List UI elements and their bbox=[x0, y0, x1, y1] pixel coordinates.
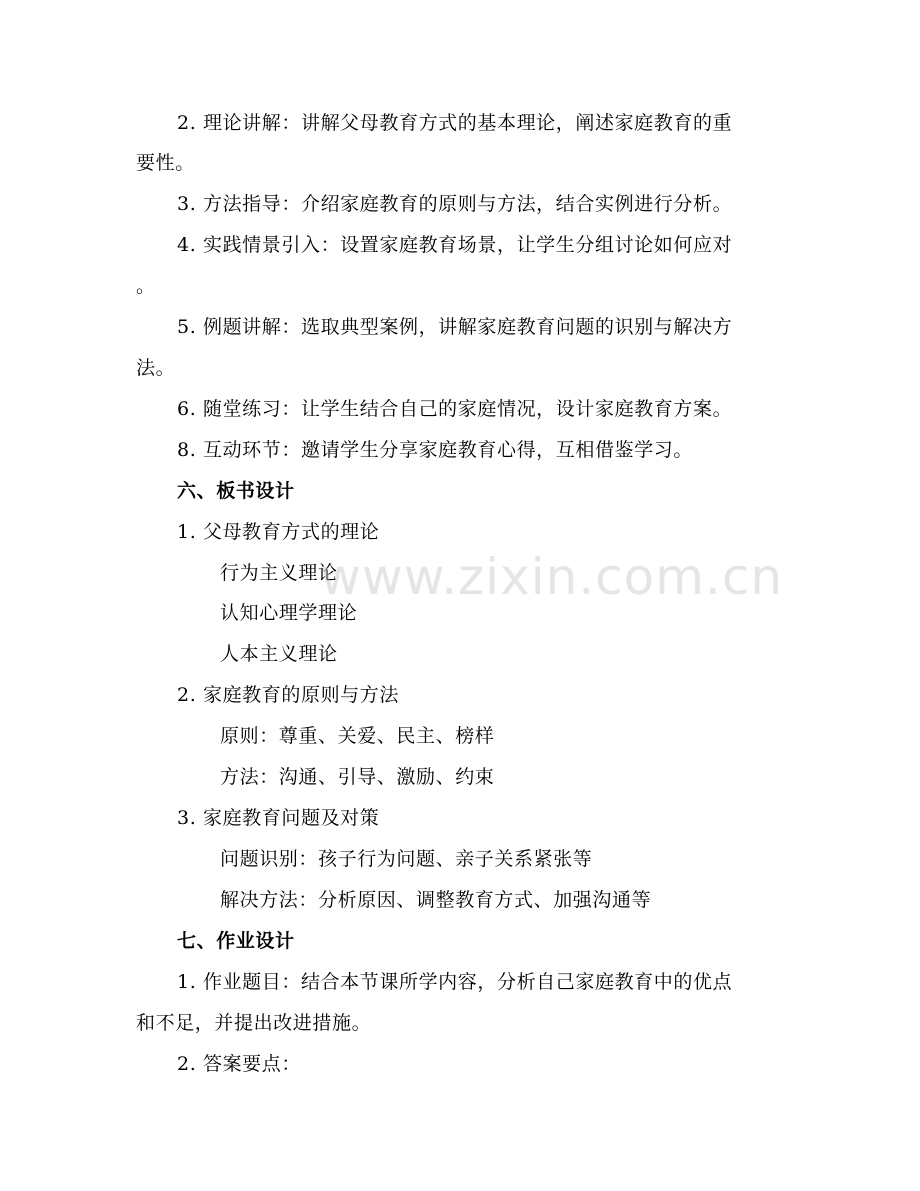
homework-item-1-line-2: 和不足，并提出改进措施。 bbox=[136, 1012, 372, 1034]
step-2-theory-line-1: 2. 理论讲解：讲解父母教育方式的基本理论，阐述家庭教育的重 bbox=[177, 112, 733, 134]
board-subitem-problems: 问题识别：孩子行为问题、亲子关系紧张等 bbox=[220, 848, 593, 870]
board-subitem-principles: 原则：尊重、关爱、民主、榜样 bbox=[220, 725, 495, 747]
homework-item-1-line-1: 1. 作业题目：结合本节课所学内容，分析自己家庭教育中的优点 bbox=[177, 971, 733, 993]
board-item-3: 3. 家庭教育问题及对策 bbox=[177, 807, 380, 829]
board-subitem-methods: 方法：沟通、引导、激励、约束 bbox=[220, 766, 495, 788]
section-heading-board-design: 六、板书设计 bbox=[177, 480, 295, 502]
board-subitem-behaviorism: 行为主义理论 bbox=[220, 562, 338, 584]
homework-item-2: 2. 答案要点： bbox=[177, 1053, 301, 1075]
step-3-method: 3. 方法指导：介绍家庭教育的原则与方法，结合实例进行分析。 bbox=[177, 193, 733, 215]
step-8-interaction: 8. 互动环节：邀请学生分享家庭教育心得，互相借鉴学习。 bbox=[177, 439, 693, 461]
section-heading-homework-design: 七、作业设计 bbox=[177, 930, 295, 952]
step-4-practice-line-2: 。 bbox=[136, 275, 156, 297]
board-subitem-cognitive: 认知心理学理论 bbox=[220, 602, 358, 624]
board-subitem-solutions: 解决方法：分析原因、调整教育方式、加强沟通等 bbox=[220, 889, 652, 911]
watermark-text: www.zixin.com.cn bbox=[320, 548, 784, 606]
step-2-theory-line-2: 要性。 bbox=[136, 152, 195, 174]
step-4-practice-line-1: 4. 实践情景引入：设置家庭教育场景，让学生分组讨论如何应对 bbox=[177, 234, 733, 256]
step-6-exercise: 6. 随堂练习：让学生结合自己的家庭情况，设计家庭教育方案。 bbox=[177, 398, 733, 420]
board-item-2: 2. 家庭教育的原则与方法 bbox=[177, 684, 399, 706]
step-5-example-line-2: 法。 bbox=[136, 357, 176, 379]
board-subitem-humanism: 人本主义理论 bbox=[220, 643, 338, 665]
board-item-1: 1. 父母教育方式的理论 bbox=[177, 521, 380, 543]
step-5-example-line-1: 5. 例题讲解：选取典型案例，讲解家庭教育问题的识别与解决方 bbox=[177, 316, 733, 338]
